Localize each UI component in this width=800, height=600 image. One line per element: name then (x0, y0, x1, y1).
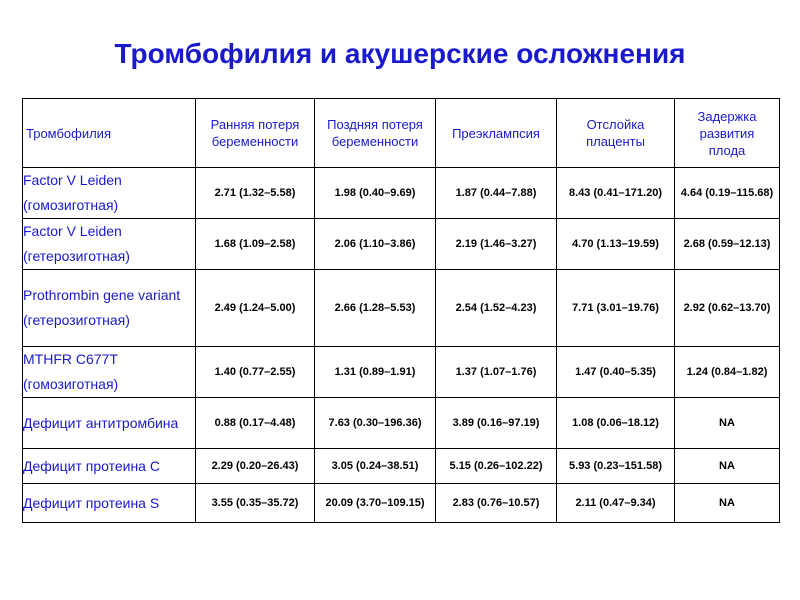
table-cell: 3.55 (0.35–35.72) (196, 484, 315, 523)
table-row (23, 270, 780, 347)
table-row (23, 168, 780, 219)
table-cell: 2.19 (1.46–3.27) (436, 219, 557, 270)
table-cell: 0.88 (0.17–4.48) (196, 398, 315, 449)
table-cell: 2.49 (1.24–5.00) (196, 270, 315, 347)
row-label: Дефицит протеина S (23, 484, 196, 523)
table-cell: 1.68 (1.09–2.58) (196, 219, 315, 270)
table-cell: 2.92 (0.62–13.70) (675, 270, 780, 347)
header-cell-fetal-growth-restriction: Задержка развития плода (675, 99, 780, 168)
table-cell: 1.98 (0.40–9.69) (315, 168, 436, 219)
table-cell: 2.06 (1.10–3.86) (315, 219, 436, 270)
table-cell: 3.89 (0.16–97.19) (436, 398, 557, 449)
header-cell-late-loss: Поздняя потеря беременности (315, 99, 436, 168)
table-cell: NA (675, 398, 780, 449)
table-cell: 1.47 (0.40–5.35) (557, 347, 675, 398)
slide-title: Тромбофилия и акушерские осложнения (114, 38, 686, 69)
row-label: Factor V Leiden (гомозиготная) (23, 168, 196, 219)
table-cell: 5.93 (0.23–151.58) (557, 449, 675, 484)
header-cell-early-loss: Ранняя потеря беременности (196, 99, 315, 168)
table-row (23, 398, 780, 449)
table-cell: 1.08 (0.06–18.12) (557, 398, 675, 449)
table-cell: 1.37 (1.07–1.76) (436, 347, 557, 398)
table-cell: 1.24 (0.84–1.82) (675, 347, 780, 398)
table-cell: 8.43 (0.41–171.20) (557, 168, 675, 219)
row-label: Дефицит протеина C (23, 449, 196, 484)
table-cell: 7.63 (0.30–196.36) (315, 398, 436, 449)
table-header-row (23, 99, 780, 168)
table-cell: 4.70 (1.13–19.59) (557, 219, 675, 270)
row-label: MTHFR C677T (гомозиготная) (23, 347, 196, 398)
thrombophilia-table (22, 98, 780, 523)
table-cell: 2.66 (1.28–5.53) (315, 270, 436, 347)
table-cell: 2.71 (1.32–5.58) (196, 168, 315, 219)
table-cell: 2.29 (0.20–26.43) (196, 449, 315, 484)
header-cell-thrombophilia: Тромбофилия (23, 99, 196, 168)
table-cell: 20.09 (3.70–109.15) (315, 484, 436, 523)
header-cell-placental-abruption: Отслойка плаценты (557, 99, 675, 168)
header-cell-preeclampsia: Преэклампсия (436, 99, 557, 168)
table-cell: NA (675, 484, 780, 523)
table-row (23, 449, 780, 484)
table-row (23, 219, 780, 270)
table-row (23, 347, 780, 398)
row-label: Prothrombin gene variant (гетерозиготная) (23, 270, 196, 347)
table-cell: 2.83 (0.76–10.57) (436, 484, 557, 523)
table-cell: 1.31 (0.89–1.91) (315, 347, 436, 398)
table-cell: 2.68 (0.59–12.13) (675, 219, 780, 270)
table-cell: 1.40 (0.77–2.55) (196, 347, 315, 398)
table-cell: 2.11 (0.47–9.34) (557, 484, 675, 523)
table-cell: NA (675, 449, 780, 484)
table-cell: 2.54 (1.52–4.23) (436, 270, 557, 347)
row-label: Дефицит антитромбина (23, 398, 196, 449)
table-cell: 5.15 (0.26–102.22) (436, 449, 557, 484)
table-cell: 3.05 (0.24–38.51) (315, 449, 436, 484)
table-cell: 7.71 (3.01–19.76) (557, 270, 675, 347)
row-label: Factor V Leiden (гетерозиготная) (23, 219, 196, 270)
table-row (23, 484, 780, 523)
table-cell: 1.87 (0.44–7.88) (436, 168, 557, 219)
table-cell: 4.64 (0.19–115.68) (675, 168, 780, 219)
